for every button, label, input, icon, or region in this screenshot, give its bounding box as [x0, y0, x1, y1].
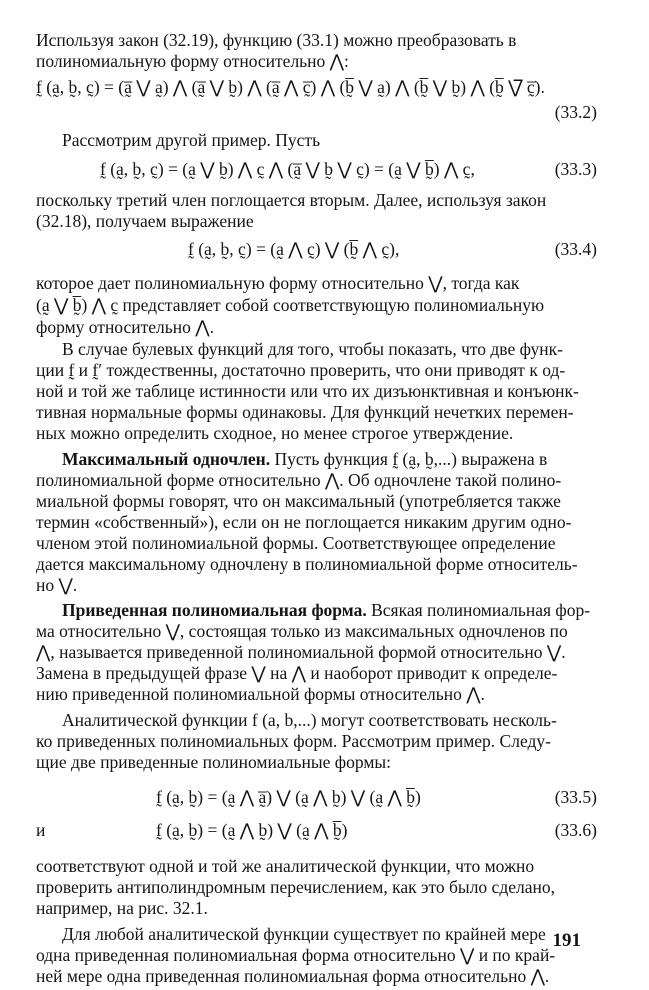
text-line: форму относительно ⋀.: [36, 317, 214, 337]
text-line: нию приведенной полиномиальной формы относительно ⋀.: [36, 684, 485, 704]
text-line: полиномиальной форме относительно ⋀. Об одночлене такой полино-: [36, 470, 562, 490]
equation-33-5: f̰ (a̰, b̰) = (a̰ ⋀ a̰̅) ⋁ (a̰ ⋀ b̰) ⋁ (a̰ ⋀ b̰̅): [156, 787, 421, 807]
equation-33-6: f̰ (a̰, b̰) = (a̰ ⋀ b̰) ⋁ (a̰ ⋀ b̰̅): [156, 820, 348, 840]
section-heading: Максимальный одночлен.: [62, 449, 271, 469]
text-line: В случае булевых функций для того, чтобы показать, что две функ-: [62, 339, 563, 359]
text-line: членом этой полиномиальной формы. Соответствующее определение: [36, 533, 556, 553]
text-line: ней мере одна приведенная полиномиальная форма относительно ⋀.: [36, 966, 550, 986]
text-line: Аналитической функции f (a, b,...) могут соответствовать несколь-: [62, 710, 557, 730]
section-heading: Приведенная полиномиальная форма.: [62, 600, 367, 620]
page-number: 191: [552, 930, 581, 951]
equation-number-33-5: (33.5): [554, 787, 597, 807]
equation-33-3: f̰ (a̰, b̰, c̰) = (a̰ ⋁ b̰) ⋀ c̰ ⋀ (a̰̅ ⋁ b̰ ⋁ c̰) = (a̰ ⋁ b̰̅) ⋀ c̰,: [100, 159, 475, 179]
text-line: [62, 600, 590, 620]
text-line: ма относительно ⋁, состоящая только из максимальных одночленов по: [36, 621, 568, 641]
text-line: ных можно определить сходное, но менее строгое утверждение.: [36, 423, 514, 443]
equation-number-33-2: (33.2): [554, 102, 597, 122]
text-line: Замена в предыдущей фразе ⋁ на ⋀ и наоборот приводит к определе-: [36, 663, 558, 683]
text-line: дается максимальному одночлену в полиномиальной форме относитель-: [36, 554, 578, 574]
text-line: щие две приведенные полиномиальные формы:: [36, 752, 392, 772]
text-line: миальной формы говорят, что он максимальный (употребляется также: [36, 491, 561, 511]
equation-number-33-3: (33.3): [554, 159, 597, 179]
text-line: ⋀, называется приведенной полиномиальной формой относительно ⋁.: [36, 642, 566, 662]
text-line: которое дает полиномиальную форму относительно ⋁, тогда как: [36, 273, 520, 293]
text-run: Всякая полиномиальная фор-: [366, 600, 591, 620]
text-line: Рассмотрим другой пример. Пусть: [62, 130, 321, 150]
text-line: соответствуют одной и той же аналитической функции, что можно: [36, 856, 535, 876]
text-line: полиномиальную форму относительно ⋀:: [36, 51, 349, 71]
equation-33-4: f̰ (a̰, b̰, c̰) = (a̰ ⋀ c̰) ⋁ (b̰̅ ⋀ c̰),: [188, 239, 400, 259]
equation-number-33-4: (33.4): [554, 239, 597, 259]
conjunction-word: и: [36, 820, 46, 840]
text-line: [62, 449, 547, 469]
equation-number-33-6: (33.6): [554, 820, 597, 840]
text-line: (a̰ ⋁ b̰̅) ⋀ c̰ представляет собой соответствующую полиномиальную: [36, 295, 545, 315]
text-line: Используя закон (32.19), функцию (33.1) можно преобразовать в: [36, 30, 517, 50]
text-line: например, на рис. 32.1.: [36, 898, 208, 918]
text-line: ции f̰ и f̰′ тождественны, достаточно проверить, что они приводят к од-: [36, 360, 566, 380]
text-line: одна приведенная полиномиальная форма относительно ⋁ и по край-: [36, 945, 556, 965]
text-run: Пусть функция f̰ (a̰, b̰,...) выражена в: [270, 449, 548, 469]
text-line: поскольку третий член поглощается вторым. Далее, используя закон: [36, 190, 547, 210]
text-line: термин «собственный»), если он не поглощается никаким другим одно-: [36, 512, 572, 532]
text-line: проверить антиполиндромным перечислением, как это было сделано,: [36, 877, 555, 897]
text-line: Для любой аналитической функции существует по крайней мере: [62, 924, 546, 944]
text-line: (32.18), получаем выражение: [36, 211, 254, 231]
text-line: ко приведенных полиномиальных форм. Рассмотрим пример. Следу-: [36, 731, 551, 751]
text-line: тивная нормальные формы одинаковы. Для функций нечетких перемен-: [36, 402, 574, 422]
equation-33-2: f̰ (a̰, b̰, c̰) = (a̰̅ ⋁ a̰) ⋀ (a̰̅ ⋁ b̰) ⋀ (a̰̅ ⋀ c̰̅) ⋀ (b̰̅ ⋁ a̰) ⋀ (b̰̅ ⋁ b̰) ⋀ (b̰̅ ⋁̅ c̰̅).: [36, 77, 545, 97]
text-line: но ⋁.: [36, 575, 78, 595]
text-line: ной и той же таблице истинности или что их дизъюнктивная и конъюнк-: [36, 381, 579, 401]
